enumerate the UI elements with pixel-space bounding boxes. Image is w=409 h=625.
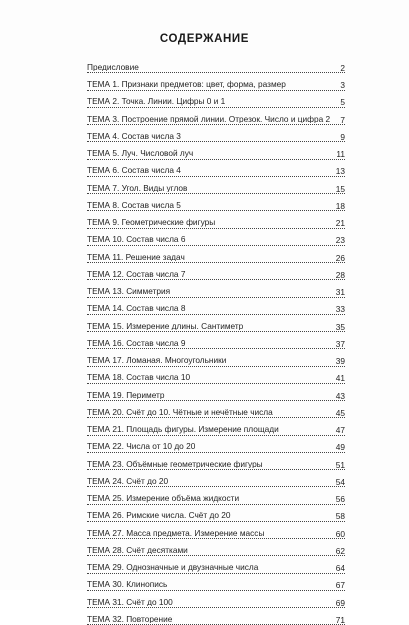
toc-entry [87,539,345,556]
toc-entry-page-number: 64 [331,564,345,572]
toc-entry [87,315,345,332]
toc-entry [87,591,345,608]
toc-entry-label: ТЕМА 22. Числа от 10 до 20 [87,442,196,451]
toc-entry-label: ТЕМА 13. Симметрия [87,287,171,296]
toc-entry-label: ТЕМА 30. Клинопись [87,580,168,589]
toc-entry-page-number: 71 [331,616,345,624]
toc-entry [87,125,345,142]
toc-entry-label: ТЕМА 6. Состав числа 4 [87,166,181,175]
toc-entry-label: ТЕМА 31. Счёт до 100 [87,597,173,606]
toc-entry-label: ТЕМА 20. Счёт до 10. Чётные и нечётные числа [87,407,273,417]
toc-entry-label: ТЕМА 11. Решение задач [87,252,185,261]
toc-entry-label: ТЕМА 28. Счёт десятками [87,545,188,555]
toc-entry [87,418,345,435]
toc-entry-page-number: 41 [331,374,345,382]
toc-entry-page-number: 3 [331,81,345,89]
toc-entry-page-number: 35 [331,323,345,331]
toc-entry-label: ТЕМА 4. Состав числа 3 [87,131,181,141]
toc-entry-page-number: 28 [331,271,345,279]
table-of-contents [87,56,345,625]
toc-entry-page-number: 21 [331,219,345,227]
toc-entry-page-number: 49 [331,443,345,451]
toc-entry-page-number: 9 [331,133,345,141]
toc-entry-label: ТЕМА 5. Луч. Числовой луч [87,149,194,158]
toc-entry [87,574,345,591]
toc-entry-label: ТЕМА 3. Построение прямой линии. Отрезок. Число и цифра 2 [87,114,331,123]
toc-entry [87,453,345,470]
toc-entry [87,522,345,539]
toc-entry [87,263,345,280]
toc-entry [87,194,345,211]
toc-entry [87,384,345,401]
toc-entry-page-number: 39 [331,357,345,365]
toc-entry-page-number: 43 [331,392,345,400]
toc-entry-label: ТЕМА 9. Геометрические фигуры [87,218,216,227]
toc-entry-label: ТЕМА 26. Римские числа. Счёт до 20 [87,511,231,520]
toc-entry [87,608,345,625]
toc-entry [87,436,345,453]
toc-entry [87,298,345,315]
toc-entry-page-number: 69 [331,599,345,607]
toc-entry-page-number: 33 [331,305,345,313]
toc-entry [87,332,345,349]
toc-entry [87,367,345,384]
toc-entry-label: ТЕМА 25. Измерение объёма жидкости [87,494,240,503]
toc-entry-page-number: 58 [331,512,345,520]
toc-entry-label: ТЕМА 14. Состав числа 8 [87,304,186,313]
toc-entry [87,160,345,177]
toc-entry-page-number: 13 [331,167,345,175]
toc-entry-label: ТЕМА 18. Состав числа 10 [87,373,191,382]
toc-entry [87,487,345,504]
toc-entry-label: ТЕМА 19. Периметр [87,390,165,399]
toc-entry [87,108,345,125]
toc-entry [87,349,345,366]
toc-entry [87,177,345,194]
toc-entry-page-number: 37 [331,340,345,348]
toc-entry-label: ТЕМА 1. Признаки предметов: цвет, форма, размер [87,80,286,89]
toc-entry-label: ТЕМА 15. Измерение длины. Сантиметр [87,321,244,330]
toc-entry-label: ТЕМА 8. Состав числа 5 [87,200,181,210]
toc-entry [87,556,345,573]
toc-entry [87,73,345,90]
toc-entry-page-number: 67 [331,581,345,589]
toc-entry-page-number: 47 [331,426,345,434]
toc-entry [87,56,345,73]
toc-entry-page-number: 45 [331,409,345,417]
toc-entry-label: ТЕМА 21. Площадь фигуры. Измерение площади [87,425,279,434]
toc-entry-page-number: 2 [331,64,345,72]
toc-entry-page-number: 18 [331,202,345,210]
toc-entry-label: ТЕМА 27. Масса предмета. Измерение массы [87,528,265,537]
toc-entry [87,91,345,108]
toc-entry-label: ТЕМА 7. Угол. Виды углов [87,183,188,192]
toc-entry-page-number: 26 [331,254,345,262]
toc-entry [87,142,345,159]
toc-entry-page-number: 15 [331,185,345,193]
toc-entry-page-number: 11 [331,150,345,158]
toc-entry-page-number: 7 [331,116,345,124]
toc-entry-page-number: 62 [331,547,345,555]
toc-entry-label: ТЕМА 29. Однозначные и двузначные числа [87,563,259,572]
toc-entry [87,470,345,487]
page-title: СОДЕРЖАНИЕ [159,33,250,45]
toc-entry-label: ТЕМА 2. Точка. Линии. Цифры 0 и 1 [87,97,226,106]
toc-entry-page-number: 56 [331,495,345,503]
toc-entry [87,505,345,522]
toc-entry-page-number: 54 [331,478,345,486]
toc-entry-label: Предисловие [87,62,139,72]
toc-entry-page-number: 5 [331,98,345,106]
toc-entry-page-number: 23 [331,236,345,244]
toc-entry-page-number: 51 [331,461,345,469]
toc-entry [87,229,345,246]
toc-entry-label: ТЕМА 12. Состав числа 7 [87,269,186,279]
toc-entry-label: ТЕМА 32. Повторение [87,614,173,624]
toc-entry [87,401,345,418]
toc-entry [87,211,345,228]
toc-entry-label: ТЕМА 16. Состав числа 9 [87,338,186,348]
toc-entry-page-number: 31 [331,288,345,296]
toc-entry-label: ТЕМА 10. Состав числа 6 [87,235,186,244]
toc-entry-label: ТЕМА 24. Счёт до 20 [87,476,169,486]
toc-entry [87,246,345,263]
toc-entry-label: ТЕМА 23. Объёмные геометрические фигуры [87,459,263,468]
toc-entry [87,280,345,297]
toc-entry-page-number: 60 [331,530,345,538]
toc-entry-label: ТЕМА 17. Ломаная. Многоугольники [87,356,227,365]
